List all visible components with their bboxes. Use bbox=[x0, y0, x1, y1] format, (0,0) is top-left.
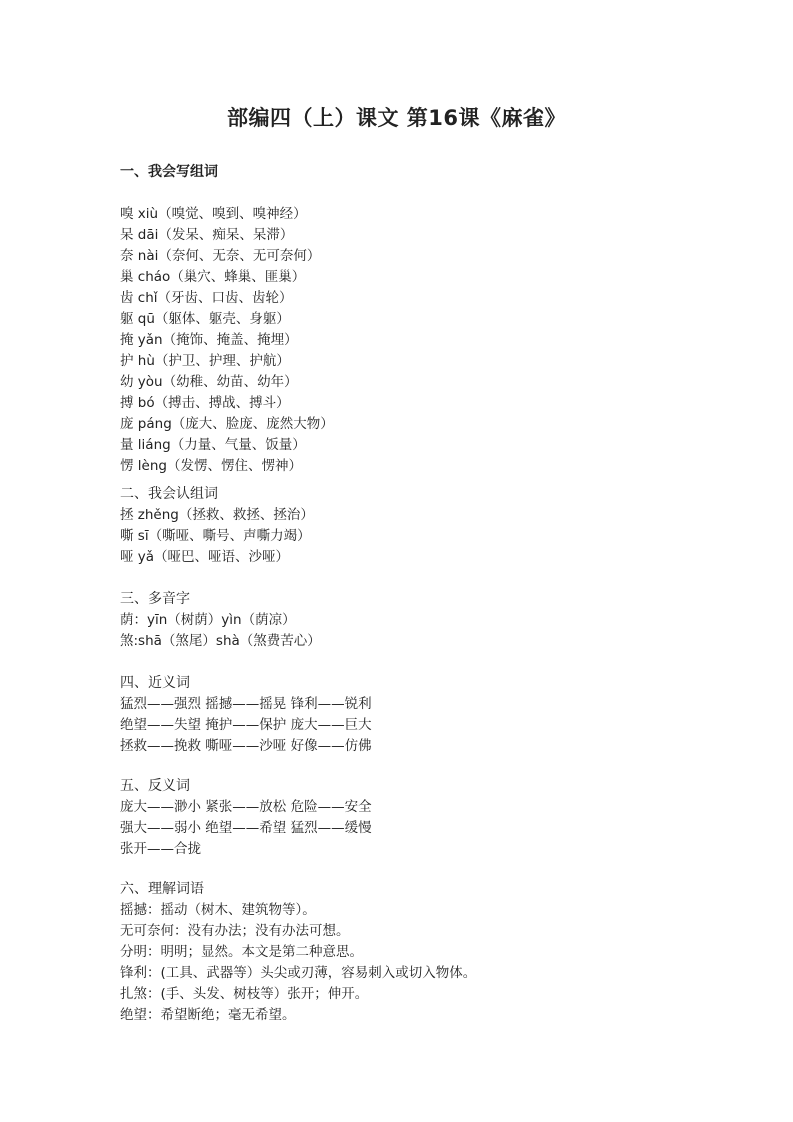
list-item: 搏 bó（搏击、搏战、搏斗） bbox=[120, 395, 290, 411]
document-title: 部编四（上）课文 第16课《麻雀》 bbox=[226, 106, 567, 130]
section-heading: 一、我会写组词 bbox=[120, 164, 218, 180]
list-item: 护 hù（护卫、护理、护航） bbox=[120, 353, 290, 369]
list-item: 绝望：希望断绝；毫无希望。 bbox=[120, 1007, 296, 1023]
list-item: 煞:shā（煞尾）shà（煞费苦心） bbox=[120, 633, 321, 649]
list-item: 量 liáng（力量、气量、饭量） bbox=[120, 437, 306, 453]
list-item: 扎煞：(手、头发、树枝等）张开；伸开。 bbox=[120, 986, 369, 1002]
list-item: 愣 lèng（发愣、愣住、愣神） bbox=[120, 458, 302, 474]
section-heading: 二、我会认组词 bbox=[120, 486, 218, 502]
list-item: 躯 qū（躯体、躯壳、身躯） bbox=[120, 311, 290, 327]
list-item: 猛烈——强烈 摇撼——摇晃 锋利——锐利 bbox=[120, 696, 372, 712]
section-heading: 五、反义词 bbox=[120, 778, 190, 794]
list-item: 幼 yòu（幼稚、幼苗、幼年） bbox=[120, 374, 298, 390]
list-item: 掩 yǎn（掩饰、掩盖、掩埋） bbox=[120, 332, 298, 348]
list-item: 无可奈何：没有办法；没有办法可想。 bbox=[120, 923, 350, 939]
list-item: 嗅 xiù（嗅觉、嗅到、嗅神经） bbox=[120, 206, 307, 222]
list-item: 庞 páng（庞大、脸庞、庞然大物） bbox=[120, 416, 334, 432]
list-item: 拯 zhěng（拯救、救拯、拯治） bbox=[120, 507, 314, 523]
list-item: 摇撼：摇动（树木、建筑物等）。 bbox=[120, 902, 316, 918]
section-heading: 三、多音字 bbox=[120, 591, 190, 607]
section-recognize-words bbox=[120, 484, 314, 568]
list-item: 强大——弱小 绝望——希望 猛烈——缓慢 bbox=[120, 820, 372, 836]
list-item: 哑 yǎ（哑巴、哑语、沙哑） bbox=[120, 549, 290, 565]
list-item: 齿 chǐ（牙齿、口齿、齿轮） bbox=[120, 290, 293, 306]
list-item: 锋利：(工具、武器等）头尖或刃薄，容易刺入或切入物体。 bbox=[120, 965, 477, 981]
list-item: 分明：明明；显然。本文是第二种意思。 bbox=[120, 944, 363, 960]
section-heading: 四、近义词 bbox=[120, 675, 190, 691]
section-polyphonic bbox=[120, 589, 321, 652]
list-item: 巢 cháo（巢穴、蜂巢、匪巢） bbox=[120, 269, 306, 285]
list-item: 绝望——失望 掩护——保护 庞大——巨大 bbox=[120, 717, 372, 733]
list-item: 呆 dāi（发呆、痴呆、呆滞） bbox=[120, 227, 294, 243]
section-write-words bbox=[120, 162, 334, 477]
list-item: 拯救——挽救 嘶哑——沙哑 好像——仿佛 bbox=[120, 738, 372, 754]
list-item: 庞大——渺小 紧张——放松 危险——安全 bbox=[120, 799, 372, 815]
list-item: 嘶 sī（嘶哑、嘶号、声嘶力竭） bbox=[120, 528, 311, 544]
list-item: 奈 nài（奈何、无奈、无可奈何） bbox=[120, 248, 321, 264]
list-item: 张开——合拢 bbox=[120, 841, 201, 857]
section-synonyms bbox=[120, 673, 372, 757]
section-heading: 六、理解词语 bbox=[120, 881, 204, 897]
section-word-meanings bbox=[120, 879, 476, 1026]
list-item: 荫：yīn（树荫）yìn（荫凉） bbox=[120, 612, 296, 628]
section-antonyms bbox=[120, 776, 372, 860]
